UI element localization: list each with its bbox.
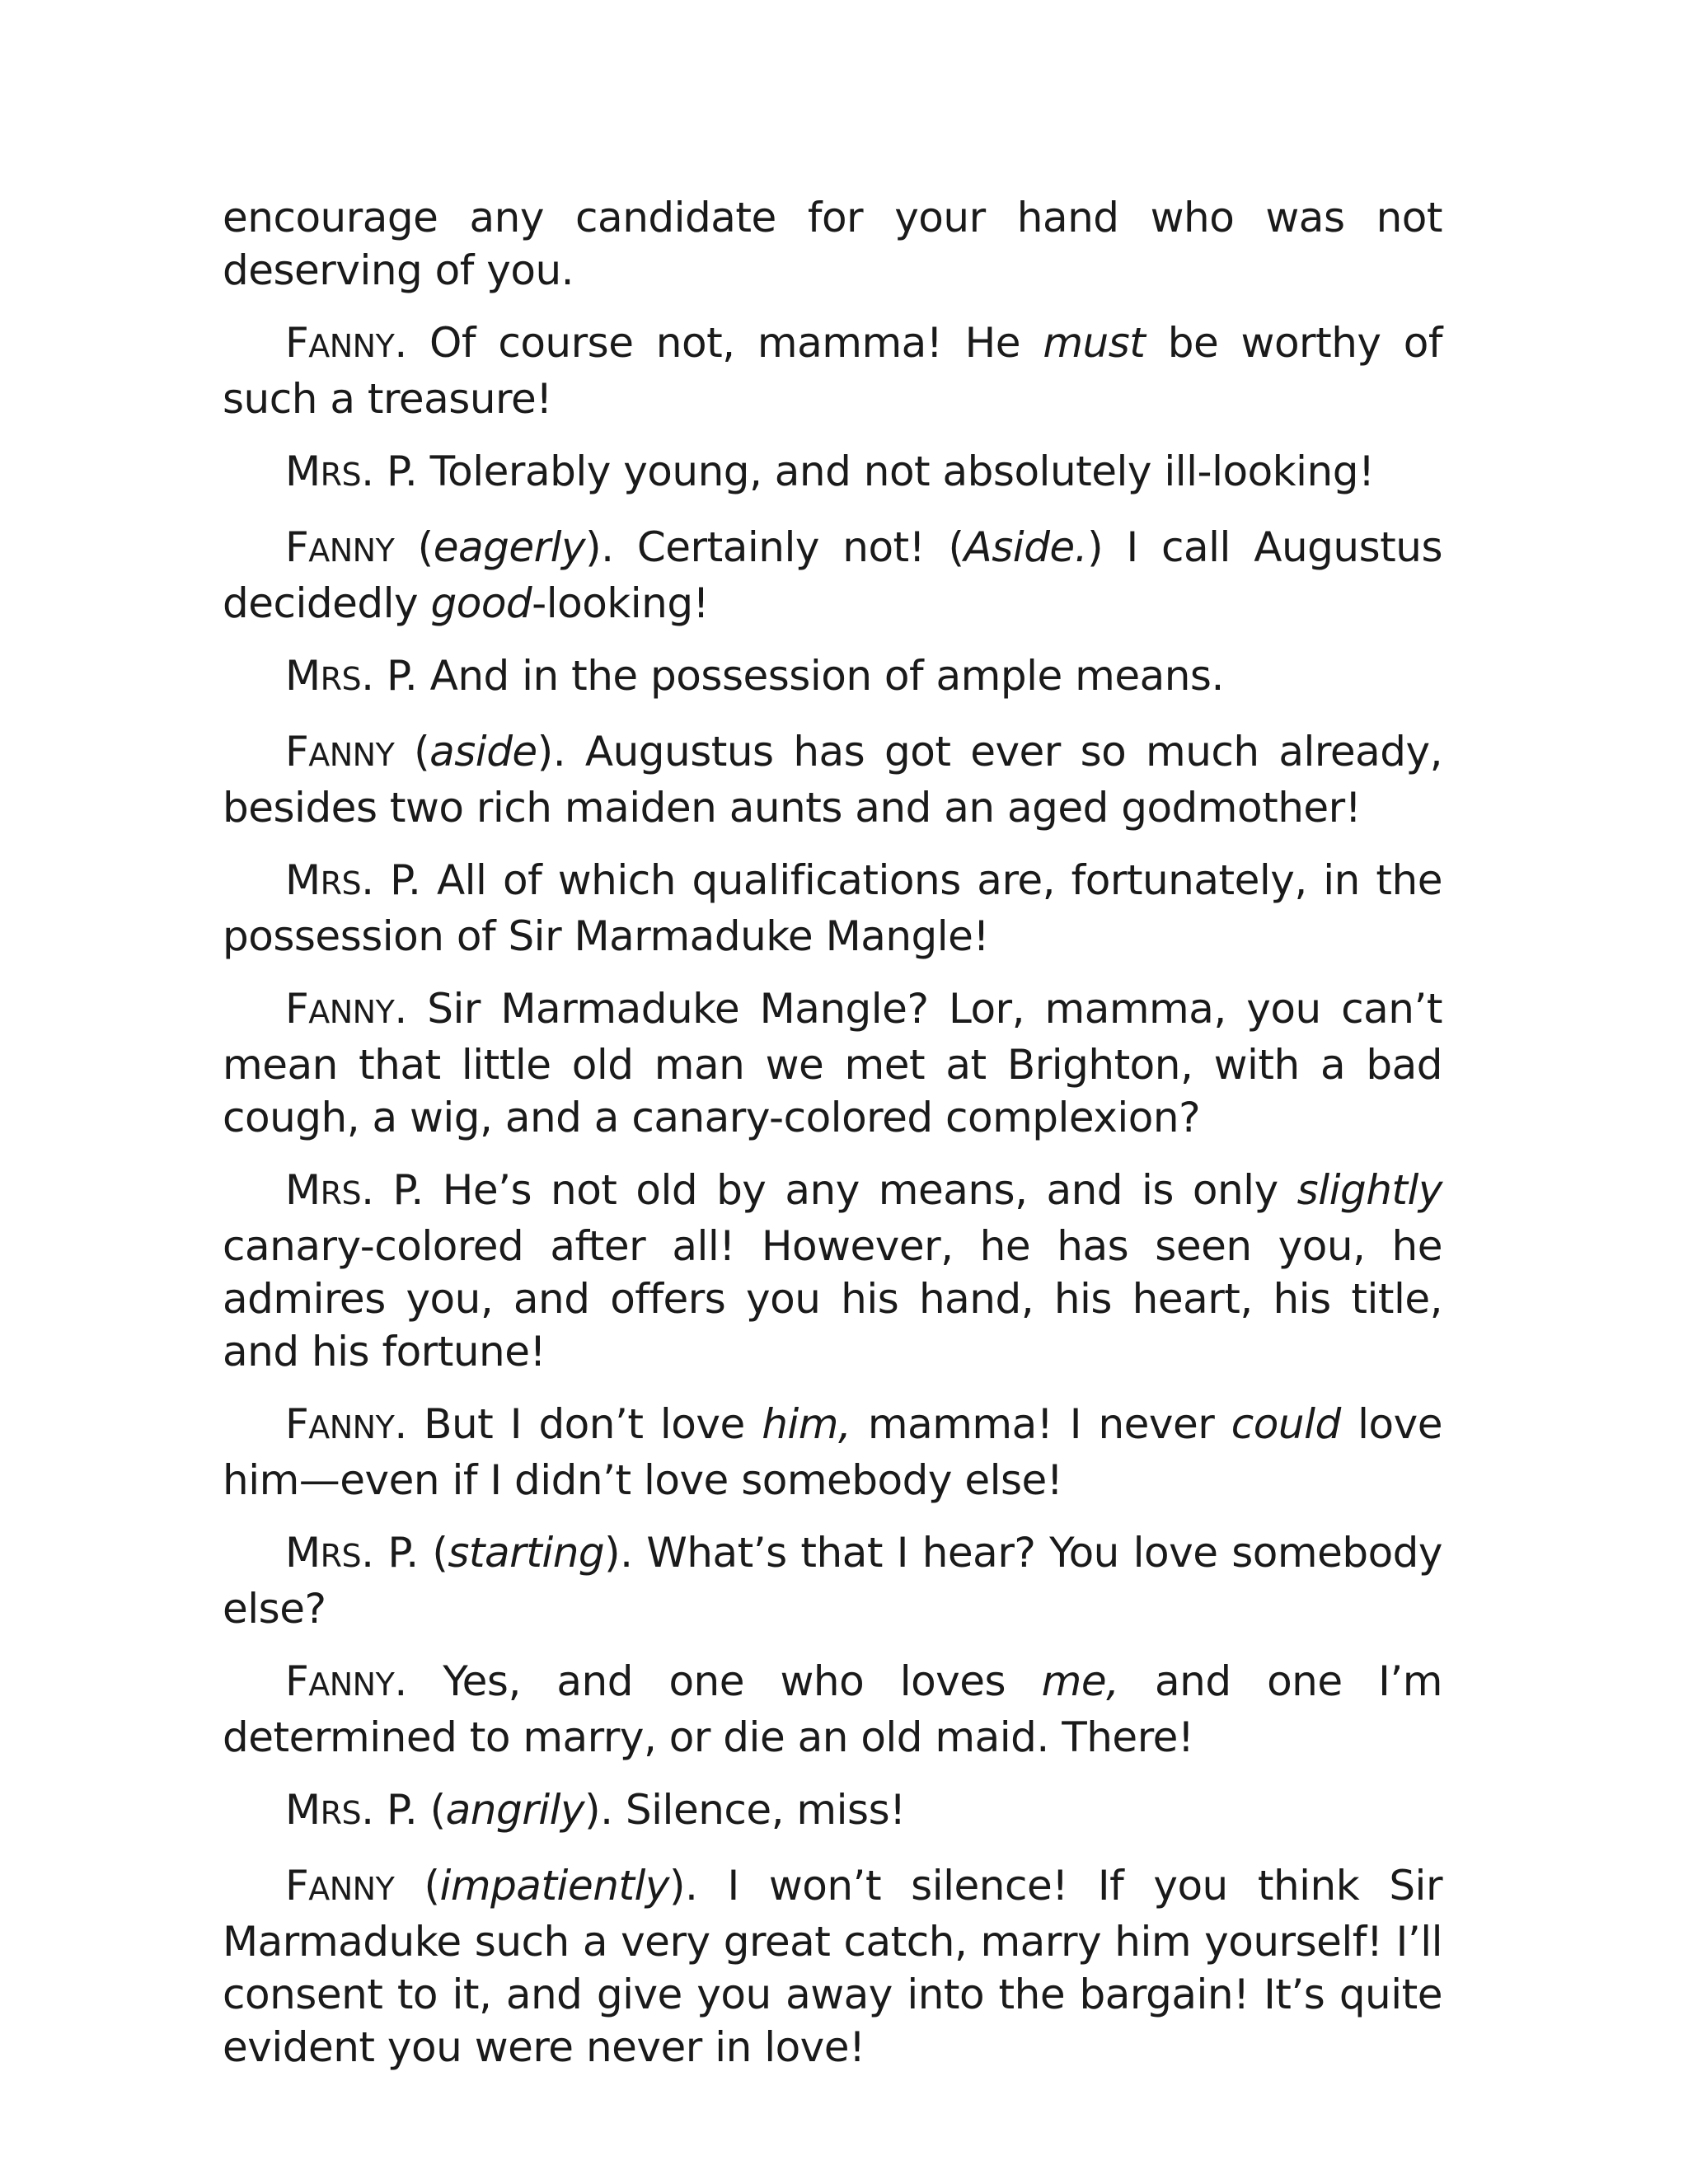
body-text: love him—even if I didn’t love somebody else! [223,1400,1442,1504]
emphasis-text: Aside. [964,523,1088,571]
body-text: ( [394,728,430,776]
body-text: ( [394,1862,440,1910]
emphasis-text: could [1231,1400,1341,1448]
body-text: . P. ( [361,1529,448,1577]
dialogue-paragraph [223,316,1442,425]
speaker-name: MRS [285,448,362,495]
dialogue-paragraph [223,521,1442,630]
body-text: . P. ( [361,1786,446,1834]
dialogue-paragraph [223,854,1442,963]
speaker-name: MRS [285,856,362,904]
body-text: . P. Tolerably young, and not absolutely ill-looking! [361,448,1375,495]
body-text: ). Certainly not! ( [585,523,964,571]
body-text: ). What’s that I hear? You love somebody else? [223,1529,1442,1633]
dialogue-paragraph [223,1859,1442,2074]
dialogue-paragraph [223,1526,1442,1635]
emphasis-text: must [1043,319,1146,367]
speaker-name: FANNY [285,523,395,571]
dialogue-paragraph [223,649,1442,705]
dialogue-paragraph [223,1655,1442,1764]
body-text: canary-colored after all! However, he has seen you, he admires you, and offers you his hand, his heart, his title, and his fortune! [223,1222,1442,1376]
body-text: . P. And in the possession of ample means. [361,652,1224,700]
body-text: be worthy of such a treasure! [223,319,1442,423]
body-text: . Yes, and one who loves [394,1657,1042,1705]
emphasis-text: eagerly [433,523,586,571]
speaker-name: FANNY [285,319,395,367]
document-page [223,191,1442,2093]
body-text: . P. He’s not old by any means, and is only [361,1166,1297,1214]
emphasis-text: impatiently [439,1862,669,1910]
body-text: -looking! [532,579,710,627]
body-text: ). Augustus has got ever so much already, besides two rich maiden aunts and an aged godmother! [223,728,1442,832]
speaker-name: MRS [285,652,362,700]
dialogue-paragraph [223,725,1442,834]
emphasis-text: aside [429,728,537,776]
speaker-name: FANNY [285,1657,395,1705]
speaker-name: MRS [285,1166,362,1214]
body-text: ( [394,523,434,571]
dialogue-paragraph [223,445,1442,501]
speaker-name: MRS [285,1786,362,1834]
body-text: . Sir Marmaduke Mangle? Lor, mamma, you can’t mean that little old man we met at Brighton, with a bad cough, a wig, and a canary-colored complexion? [223,985,1442,1141]
body-text: and one I’m determined to marry, or die an old maid. There! [223,1657,1442,1761]
body-text: ). Silence, miss! [584,1786,906,1834]
body-text: . But I don’t love [394,1400,762,1448]
emphasis-text: slightly [1296,1166,1442,1214]
emphasis-text: starting [448,1529,605,1577]
speaker-name: MRS [285,1529,362,1577]
body-text: mamma! I never [851,1400,1231,1448]
body-text: . Of course not, mamma! He [394,319,1043,367]
dialogue-paragraph [223,191,1442,297]
body-text: ). I won’t silence! If you think Sir Marmaduke such a very great catch, marry him yourself! I’ll consent to it, and give you away into the bargain! It’s quite evident you were never in love! [223,1862,1442,2071]
body-text: encourage any candidate for your hand who was not deserving of you. [223,194,1442,294]
body-text: . P. All of which qualifications are, fortunately, in the possession of Sir Marmaduke Mangle! [223,856,1442,960]
speaker-name: FANNY [285,1862,395,1910]
dialogue-paragraph [223,1164,1442,1378]
dialogue-paragraph [223,1783,1442,1840]
speaker-name: FANNY [285,1400,395,1448]
speaker-name: FANNY [285,728,395,776]
emphasis-text: me, [1041,1657,1119,1705]
emphasis-text: good [430,579,532,627]
speaker-name: FANNY [285,985,395,1033]
body-text: ) I call Augustus decidedly [223,523,1443,627]
dialogue-paragraph [223,1398,1442,1507]
emphasis-text: him, [762,1400,851,1448]
dialogue-paragraph [223,982,1442,1144]
emphasis-text: angrily [445,1786,585,1834]
